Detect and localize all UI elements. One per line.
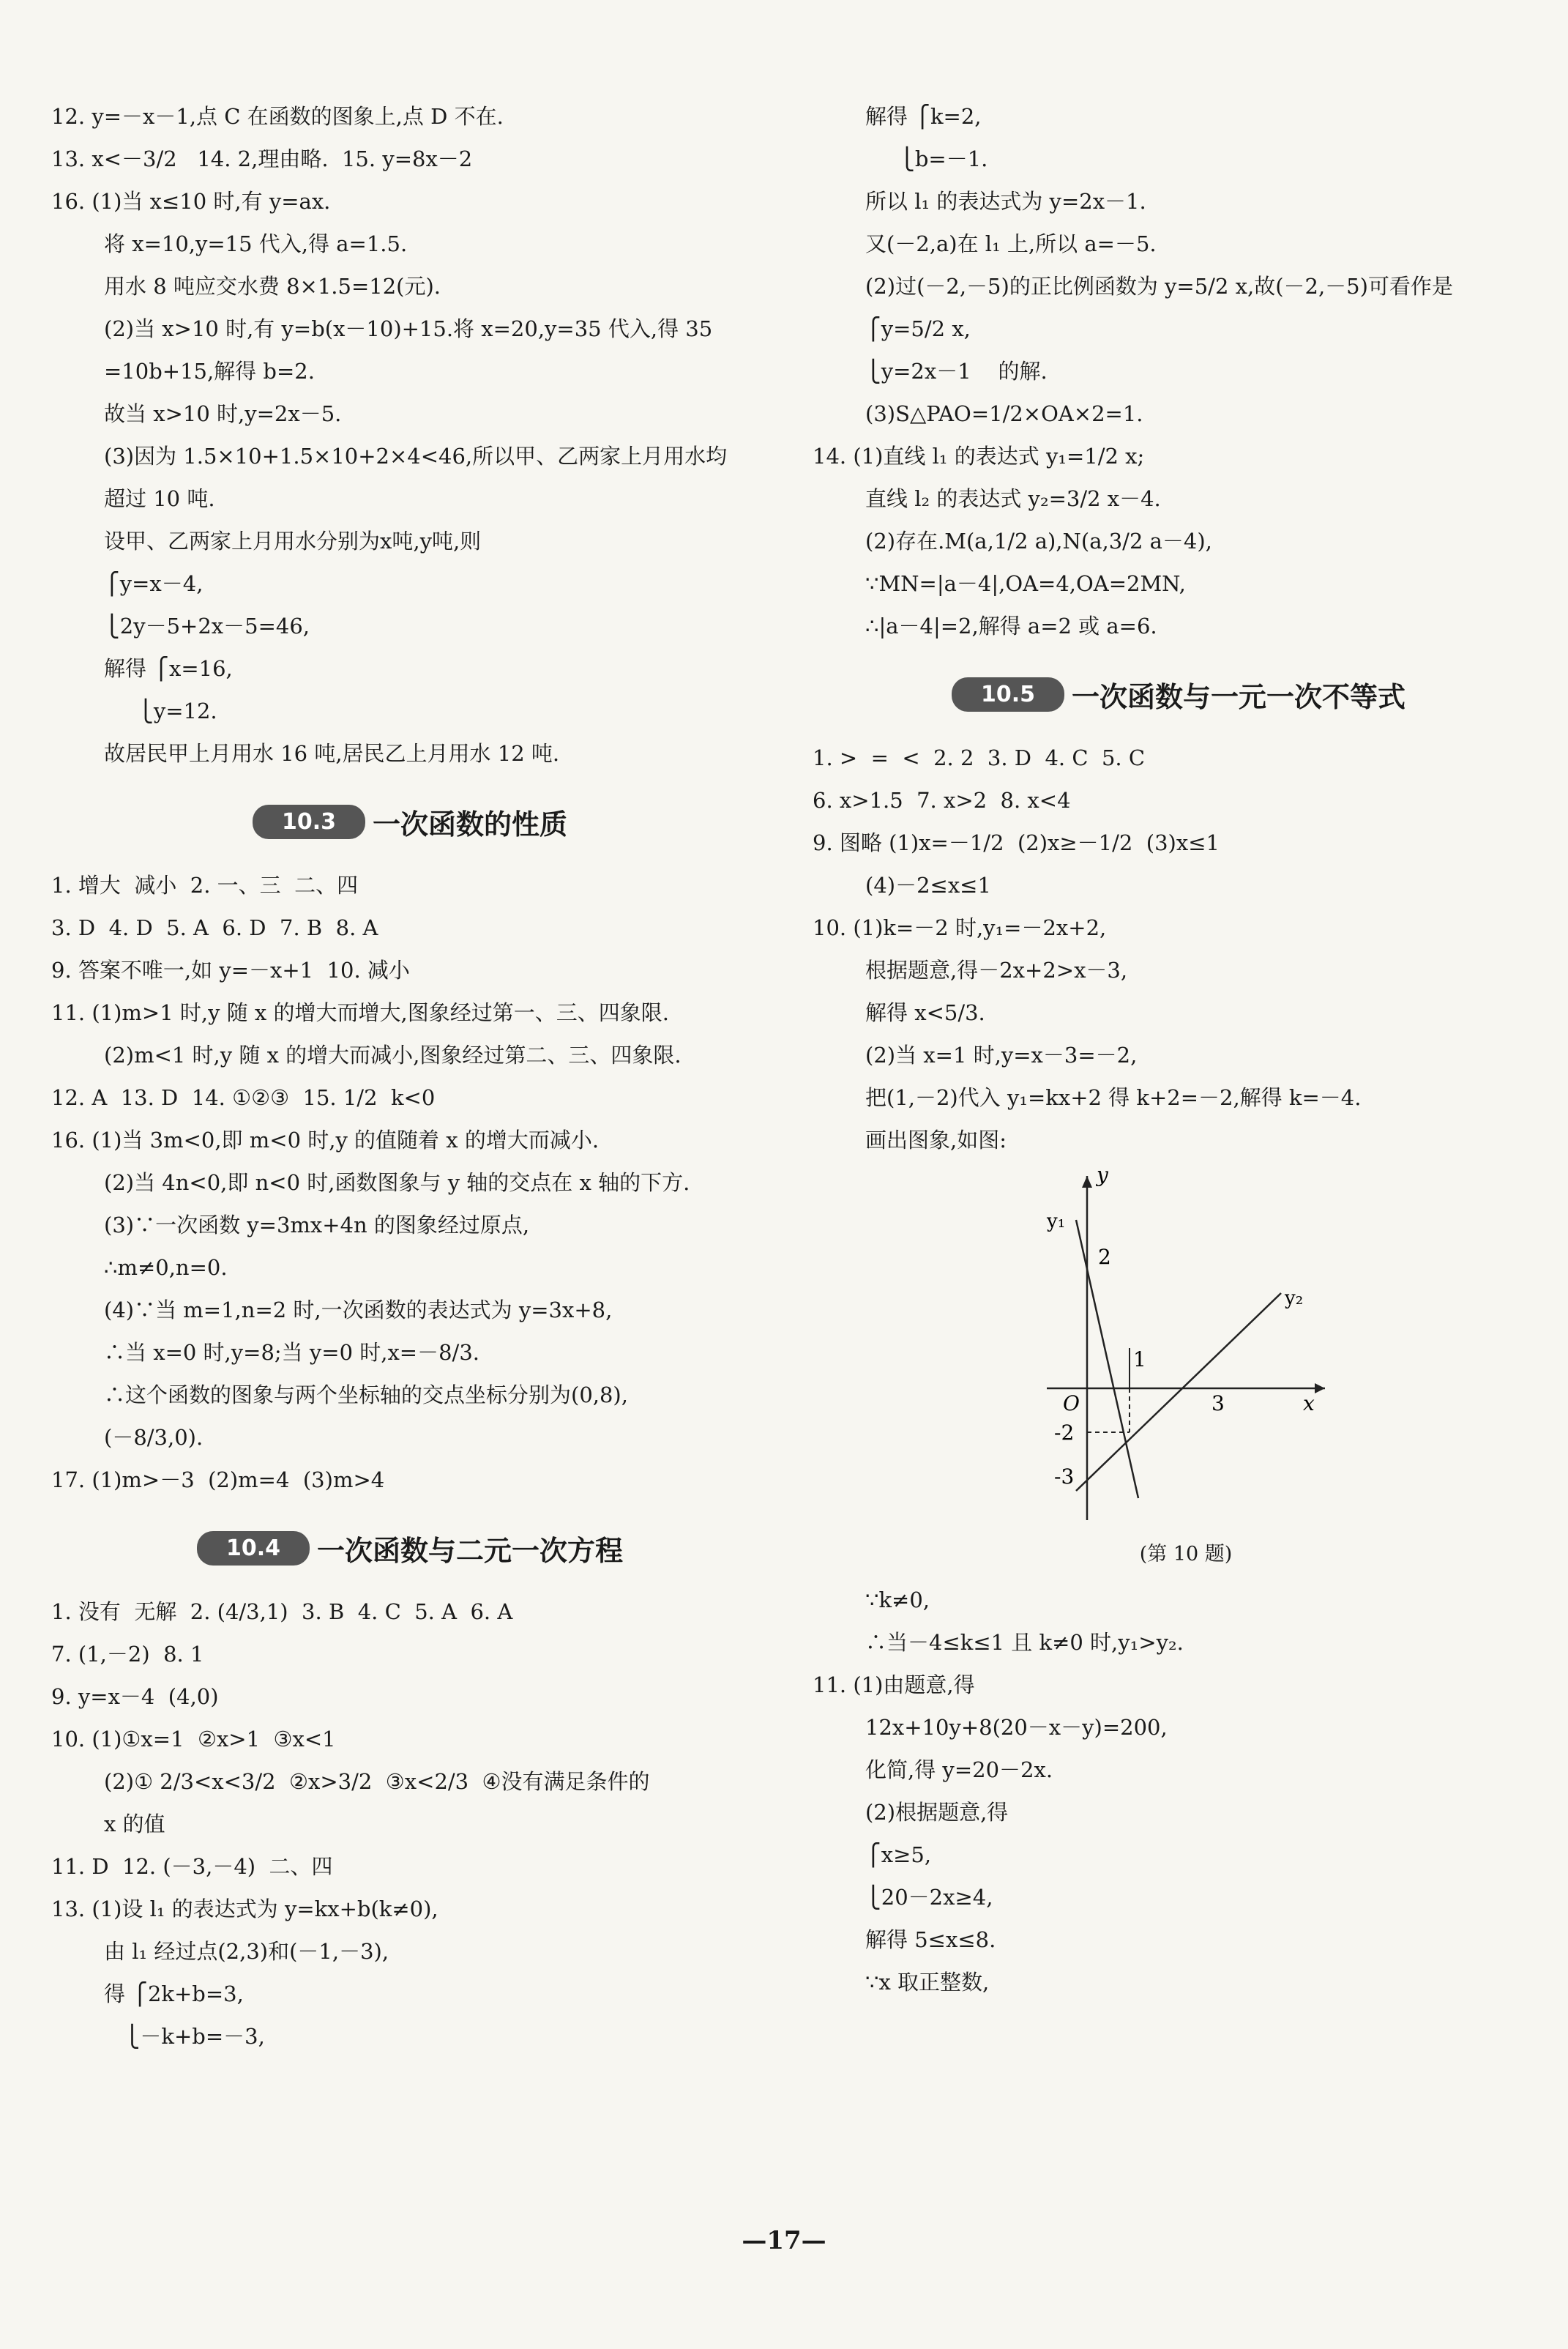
answer-line: 把(1,－2)代入 y₁=kx+2 得 k+2=－2,解得 k=－4. <box>865 1085 1362 1110</box>
answer-line: ∵k≠0, <box>865 1587 930 1612</box>
right-column <box>813 95 1545 2003</box>
answer-line: (3)∵一次函数 y=3mx+4n 的图象经过原点, <box>104 1213 530 1237</box>
answer-line: 11. (1)由题意,得 <box>813 1672 975 1697</box>
answer-line: ∴当－4≤k≤1 且 k≠0 时,y₁>y₂. <box>865 1630 1184 1655</box>
answer-line: 14. (1)直线 l₁ 的表达式 y₁=1/2 x; <box>813 444 1145 469</box>
answer-line: 7. (1,－2) 8. 1 <box>51 1642 204 1667</box>
figure-caption: (第 10 题) <box>1139 1543 1233 1566</box>
label-tick-m2: -2 <box>1054 1421 1075 1445</box>
answer-line: (2)当 x>10 时,有 y=b(x－10)+15.将 x=20,y=35 代入,得 35 <box>104 316 713 341</box>
answer-line: 又(－2,a)在 l₁ 上,所以 a=－5. <box>865 231 1157 256</box>
answer-line: 16. (1)当 x≤10 时,有 y=ax. <box>51 189 331 214</box>
answer-line: ⎩y=2x－1 的解. <box>865 359 1048 384</box>
answer-line: ⎩20－2x≥4, <box>865 1885 993 1910</box>
section-title: 一次函数与一元一次不等式 <box>1072 680 1406 713</box>
answer-line: 1. 增大 减小 2. 一、三 二、四 <box>51 873 359 898</box>
left-column <box>51 95 769 2058</box>
answer-line: (2)① 2/3<x<3/2 ②x>3/2 ③x<2/3 ④没有满足条件的 <box>104 1769 650 1794</box>
answer-line: (4)－2≤x≤1 <box>865 873 991 898</box>
answer-line: ⎩－k+b=－3, <box>104 2024 265 2049</box>
label-line1: y₁ <box>1047 1210 1066 1232</box>
answer-line: 10. (1)k=－2 时,y₁=－2x+2, <box>813 915 1107 940</box>
answer-line: ⎩y=12. <box>104 699 217 723</box>
answer-line: (－8/3,0). <box>104 1425 204 1450</box>
answer-line: x 的值 <box>104 1812 165 1836</box>
answer-line: 得 ⎧2k+b=3, <box>104 1981 244 2006</box>
section-header <box>51 1513 769 1583</box>
answer-line: 12. A 13. D 14. ①②③ 15. 1/2 k<0 <box>51 1085 436 1110</box>
answer-line: 11. (1)m>1 时,y 随 x 的增大而增大,图象经过第一、三、四象限. <box>51 1000 669 1025</box>
answer-line: 13. x<－3/2 14. 2,理由略. 15. y=8x－2 <box>51 146 473 171</box>
section-header <box>813 659 1545 729</box>
label-tick-1: 1 <box>1133 1347 1146 1371</box>
answer-line: 设甲、乙两家上月用水分别为x吨,y吨,则 <box>104 529 482 554</box>
answer-line: 直线 l₂ 的表达式 y₂=3/2 x－4. <box>865 486 1161 511</box>
answer-line: ⎩b=－1. <box>865 146 988 171</box>
answer-line: (2)存在.M(a,1/2 a),N(a,3/2 a－4), <box>865 529 1212 554</box>
answer-line: ∴m≠0,n=0. <box>104 1255 228 1280</box>
answer-line: 12. y=－x－1,点 C 在函数的图象上,点 D 不在. <box>51 104 504 129</box>
answer-line: 10. (1)①x=1 ②x>1 ③x<1 <box>51 1727 336 1751</box>
label-tick-m3: -3 <box>1054 1464 1075 1489</box>
answer-line: 用水 8 吨应交水费 8×1.5=12(元). <box>104 274 441 299</box>
graph-figure <box>1032 1169 1340 1579</box>
answer-line: (2)当 x=1 时,y=x－3=－2, <box>865 1043 1138 1068</box>
answer-line: (3)因为 1.5×10+1.5×10+2×4<46,所以甲、乙两家上月用水均 <box>104 444 728 469</box>
label-line2: y₂ <box>1285 1287 1304 1309</box>
answer-line: (2)根据题意,得 <box>865 1800 1009 1825</box>
answer-line: (2)当 4n<0,即 n<0 时,函数图象与 y 轴的交点在 x 轴的下方. <box>104 1170 690 1195</box>
answer-line: (4)∵当 m=1,n=2 时,一次函数的表达式为 y=3x+8, <box>104 1298 613 1322</box>
label-origin: O <box>1063 1391 1080 1415</box>
answer-line: 将 x=10,y=15 代入,得 a=1.5. <box>104 231 408 256</box>
answer-line: (3)S△PAO=1/2×OA×2=1. <box>865 401 1143 426</box>
answer-line: 12x+10y+8(20－x－y)=200, <box>865 1715 1168 1740</box>
answer-line: 9. 答案不唯一,如 y=－x+1 10. 减小 <box>51 958 410 983</box>
answer-line: 1. 没有 无解 2. (4/3,1) 3. B 4. C 5. A 6. A <box>51 1599 513 1624</box>
x-axis-arrow-icon <box>1315 1383 1325 1393</box>
line-y2 <box>1076 1293 1281 1491</box>
label-x-axis: x <box>1303 1391 1315 1415</box>
answer-line: 画出图象,如图: <box>865 1128 1007 1153</box>
answer-line: 由 l₁ 经过点(2,3)和(－1,－3), <box>104 1939 389 1964</box>
answer-line: ⎧y=5/2 x, <box>865 316 971 341</box>
section-title: 一次函数的性质 <box>373 808 568 841</box>
section-number-badge: 10.4 <box>197 1531 310 1566</box>
section-number-badge: 10.3 <box>253 805 365 839</box>
answer-line: 故当 x>10 时,y=2x－5. <box>104 401 342 426</box>
answer-line: 13. (1)设 l₁ 的表达式为 y=kx+b(k≠0), <box>51 1896 438 1921</box>
answer-line: 1. > = < 2. 2 3. D 4. C 5. C <box>813 745 1146 770</box>
answer-line: 9. 图略 (1)x=－1/2 (2)x≥－1/2 (3)x≤1 <box>813 830 1220 855</box>
answer-line: ∴这个函数的图象与两个坐标轴的交点坐标分别为(0,8), <box>104 1382 628 1407</box>
answer-line: ∵x 取正整数, <box>865 1970 990 1995</box>
answer-line: 9. y=x－4 (4,0) <box>51 1684 219 1709</box>
label-tick-2: 2 <box>1098 1245 1111 1269</box>
answer-line: 故居民甲上月用水 16 吨,居民乙上月用水 12 吨. <box>104 741 560 766</box>
answer-line: 超过 10 吨. <box>104 486 215 511</box>
answer-line: 所以 l₁ 的表达式为 y=2x－1. <box>865 189 1146 214</box>
answer-line: ∵MN=|a－4|,OA=4,OA=2MN, <box>865 571 1186 596</box>
section-title: 一次函数与二元一次方程 <box>317 1534 624 1567</box>
answer-line: 17. (1)m>－3 (2)m=4 (3)m>4 <box>51 1467 385 1492</box>
answer-line: (2)过(－2,－5)的正比例函数为 y=5/2 x,故(－2,－5)可看作是 <box>865 274 1453 299</box>
answer-line: ⎧x≥5, <box>865 1842 932 1867</box>
answer-line: 解得 ⎧k=2, <box>865 104 982 129</box>
page-number: —17— <box>742 2226 826 2255</box>
answer-line: 16. (1)当 3m<0,即 m<0 时,y 的值随着 x 的增大而减小. <box>51 1128 600 1153</box>
label-tick-3: 3 <box>1212 1391 1225 1415</box>
answer-line: 化简,得 y=20－2x. <box>865 1757 1053 1782</box>
y-axis-arrow-icon <box>1082 1176 1092 1188</box>
section-number-badge: 10.5 <box>952 677 1064 712</box>
answer-line: 11. D 12. (－3,－4) 二、四 <box>51 1854 333 1879</box>
answer-line: =10b+15,解得 b=2. <box>104 359 315 384</box>
answer-line: 解得 5≤x≤8. <box>865 1927 996 1952</box>
answer-line: ⎧y=x－4, <box>104 571 204 596</box>
section-header <box>51 786 769 857</box>
answer-line: 6. x>1.5 7. x>2 8. x<4 <box>813 788 1071 813</box>
answer-line: ⎩2y－5+2x－5=46, <box>104 614 310 639</box>
answer-line: (2)m<1 时,y 随 x 的增大而减小,图象经过第二、三、四象限. <box>104 1043 682 1068</box>
answer-line: 3. D 4. D 5. A 6. D 7. B 8. A <box>51 915 378 940</box>
answer-line: ∴当 x=0 时,y=8;当 y=0 时,x=－8/3. <box>104 1340 479 1365</box>
answer-line: 解得 ⎧x=16, <box>104 656 233 681</box>
graph-svg <box>1032 1169 1340 1535</box>
label-y-axis: y <box>1097 1169 1108 1187</box>
answer-line: 解得 x<5/3. <box>865 1000 985 1025</box>
answer-line: 根据题意,得－2x+2>x－3, <box>865 958 1128 983</box>
answer-line: ∴|a－4|=2,解得 a=2 或 a=6. <box>865 614 1157 639</box>
